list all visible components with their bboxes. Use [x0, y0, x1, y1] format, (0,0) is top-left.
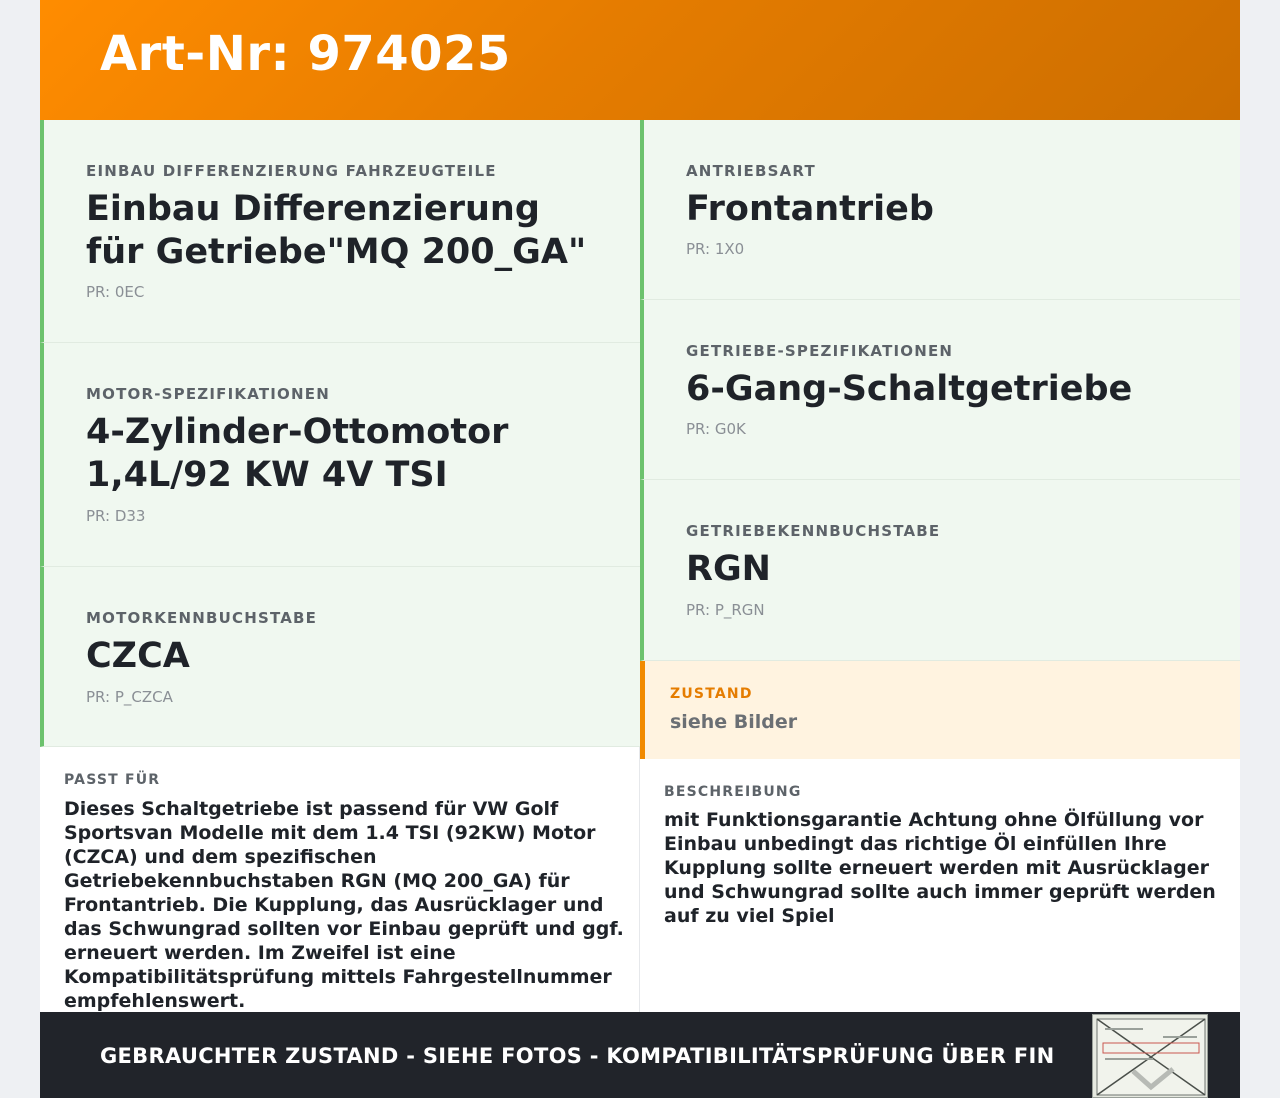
zustand-value: siehe Bilder [670, 711, 798, 733]
spec-card-antriebsart [640, 120, 1240, 300]
spec-pr-code: PR: P_RGN [686, 601, 765, 619]
spec-pr-code: PR: G0K [686, 420, 746, 438]
zustand-notice [640, 661, 1240, 759]
footer-banner [40, 1012, 1240, 1098]
footer-text: GEBRAUCHTER ZUSTAND - SIEHE FOTOS - KOMPATIBILITÄTSPRÜFUNG ÜBER FIN [100, 1044, 1055, 1068]
spec-pr-code: PR: D33 [86, 507, 146, 525]
spec-value: 4-Zylinder-Ottomotor 1,4L/92 KW 4V TSI [86, 412, 509, 495]
beschreibung-label: BESCHREIBUNG [664, 784, 802, 800]
spec-label: EINBAU DIFFERENZIERUNG FAHRZEUGTEILE [86, 162, 497, 180]
spec-label: MOTORKENNBUCHSTABE [86, 609, 318, 627]
spec-pr-code: PR: 0EC [86, 283, 145, 301]
spec-value: Frontantrieb [686, 189, 934, 229]
spec-value: 6-Gang-Schaltgetriebe [686, 369, 1133, 409]
product-sheet [40, 0, 1240, 1098]
passt-fuer-section [40, 747, 640, 1012]
spec-card-getriebe [640, 300, 1240, 480]
beschreibung-text: mit Funktionsgarantie Achtung ohne Ölfüllung vor Einbau unbedingt das richtige Öl einfüllen Ihre Kupplung sollte erneuert werden mit Ausrücklager und Schwungrad sollte auch immer geprüft werden auf zu viel Spiel [664, 809, 1216, 927]
passt-fuer-text: Dieses Schaltgetriebe ist passend für VW Golf Sportsvan Modelle mit dem 1.4 TSI (92KW) Motor (CZCA) und dem spezifischen Getriebekennbuchstaben RGN (MQ 200_GA) für Frontantrieb. Die Kupplung, das Ausrücklager und das Schwungrad sollten vor Einbau geprüft und ggf. erneuert werden. Im Zweifel ist eine Kompatibilitätsprüfung mittels Fahrgestellnummer empfehlenswert. [64, 798, 624, 1012]
spec-pr-code: PR: 1X0 [686, 240, 745, 258]
zustand-label: ZUSTAND [670, 686, 753, 702]
spec-card-motorkennbuchstabe [40, 567, 640, 747]
vehicle-document-photo-icon [1092, 1014, 1208, 1098]
left-spec-column [40, 120, 640, 747]
spec-label: GETRIEBE-SPEZIFIKATIONEN [686, 342, 954, 360]
spec-label: ANTRIEBSART [686, 162, 816, 180]
spec-card-einbau-differenzierung [40, 120, 640, 343]
right-spec-column [640, 120, 1240, 759]
spec-value: Einbau Differenzierung für Getriebe"MQ 200_GA" [86, 189, 587, 272]
beschreibung-section [640, 759, 1240, 1012]
spec-label: GETRIEBEKENNBUCHSTABE [686, 522, 941, 540]
article-number-title: Art-Nr: 974025 [100, 26, 511, 82]
spec-card-motor [40, 343, 640, 567]
header [40, 0, 1240, 120]
passt-fuer-label: PASST FÜR [64, 772, 161, 788]
spec-pr-code: PR: P_CZCA [86, 688, 173, 706]
spec-card-getriebekennbuchstabe [640, 480, 1240, 661]
spec-value: RGN [686, 549, 771, 589]
spec-value: CZCA [86, 636, 190, 676]
spec-label: MOTOR-SPEZIFIKATIONEN [86, 385, 330, 403]
